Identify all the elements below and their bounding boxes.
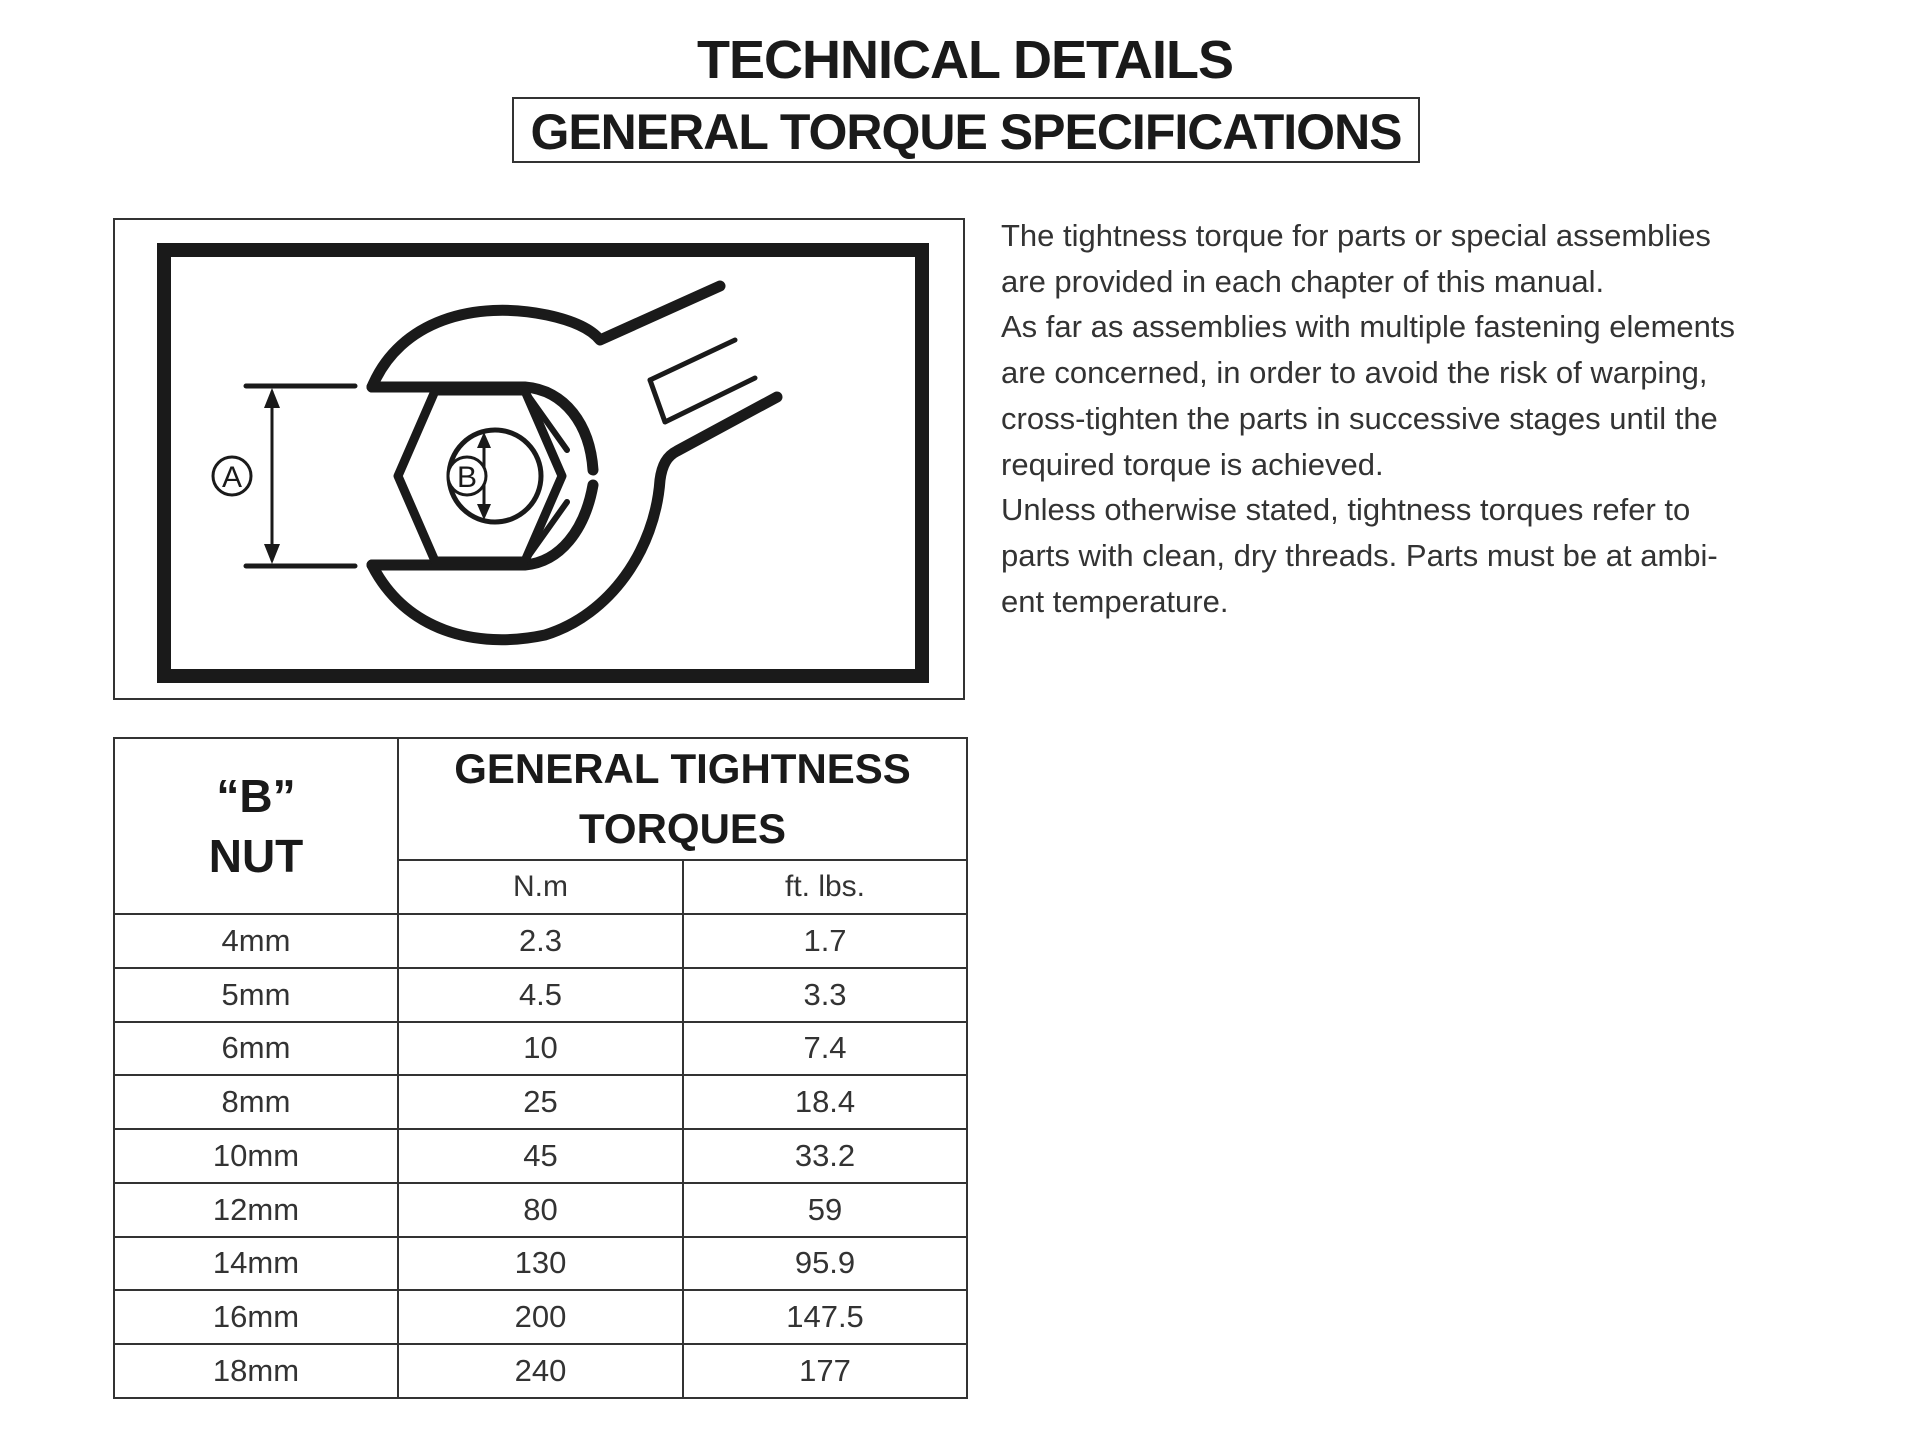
nut-size-cell: 8mm: [114, 1075, 398, 1129]
nut-size-cell: 12mm: [114, 1183, 398, 1237]
nm-cell: 240: [398, 1344, 683, 1398]
ftlbs-cell: 177: [683, 1344, 967, 1398]
table-row: [114, 914, 967, 968]
nm-cell: 45: [398, 1129, 683, 1183]
nm-cell: 130: [398, 1237, 683, 1291]
table-row: [114, 1237, 967, 1291]
wrench-diagram: [113, 218, 965, 700]
unit-nm-header: N.m: [398, 860, 683, 914]
table-row: [114, 1075, 967, 1129]
table-row: [114, 1344, 967, 1398]
dimension-a-label: A: [221, 461, 243, 494]
table-row: [114, 1183, 967, 1237]
ftlbs-cell: 95.9: [683, 1237, 967, 1291]
table-row: [114, 1129, 967, 1183]
page-title: TECHNICAL DETAILS: [697, 30, 1233, 90]
table-row: [114, 968, 967, 1022]
ftlbs-cell: 18.4: [683, 1075, 967, 1129]
nut-size-cell: 16mm: [114, 1290, 398, 1344]
torque-header-line2: TORQUES: [579, 805, 786, 852]
ftlbs-cell: 59: [683, 1183, 967, 1237]
torque-group-header: [398, 738, 967, 860]
nut-size-cell: 4mm: [114, 914, 398, 968]
ftlbs-cell: 3.3: [683, 968, 967, 1022]
nut-size-cell: 5mm: [114, 968, 398, 1022]
notes-line: are concerned, in order to avoid the risk of warping,: [1001, 355, 1708, 391]
notes-line: are provided in each chapter of this manual.: [1001, 263, 1605, 299]
nut-size-header: [114, 738, 398, 914]
nut-size-cell: 18mm: [114, 1344, 398, 1398]
notes-line: ent temperature.: [1001, 583, 1229, 619]
torque-table: [113, 737, 968, 1399]
notes-line: As far as assemblies with multiple fastening elements: [1001, 309, 1735, 345]
nm-cell: 10: [398, 1022, 683, 1076]
nm-cell: 25: [398, 1075, 683, 1129]
table-row: [114, 1022, 967, 1076]
section-title-box: [512, 97, 1420, 163]
dimension-b-label: B: [456, 461, 478, 494]
wrench-on-nut-icon: [115, 220, 963, 698]
notes-line: Unless otherwise stated, tightness torques refer to: [1001, 492, 1691, 528]
torque-header-line1: GENERAL TIGHTNESS: [454, 745, 911, 792]
nm-cell: 80: [398, 1183, 683, 1237]
nut-header-line2: NUT: [208, 830, 304, 882]
ftlbs-cell: 33.2: [683, 1129, 967, 1183]
section-title: GENERAL TORQUE SPECIFICATIONS: [530, 104, 1402, 160]
nut-size-cell: 14mm: [114, 1237, 398, 1291]
ftlbs-cell: 1.7: [683, 914, 967, 968]
nut-header-line1: “B”: [216, 770, 296, 822]
table-row: [114, 1290, 967, 1344]
nut-size-cell: 6mm: [114, 1022, 398, 1076]
notes-line: The tightness torque for parts or special assemblies: [1001, 218, 1711, 253]
notes-line: required torque is achieved.: [1001, 446, 1384, 482]
unit-ftlbs-header: ft. lbs.: [683, 860, 967, 914]
notes-line: cross-tighten the parts in successive stages until the: [1001, 400, 1718, 436]
ftlbs-cell: 7.4: [683, 1022, 967, 1076]
nm-cell: 200: [398, 1290, 683, 1344]
nut-size-cell: 10mm: [114, 1129, 398, 1183]
notes-line: parts with clean, dry threads. Parts must be at ambi-: [1001, 537, 1718, 573]
ftlbs-cell: 147.5: [683, 1290, 967, 1344]
nm-cell: 4.5: [398, 968, 683, 1022]
torque-notes: [1001, 213, 1901, 624]
nm-cell: 2.3: [398, 914, 683, 968]
